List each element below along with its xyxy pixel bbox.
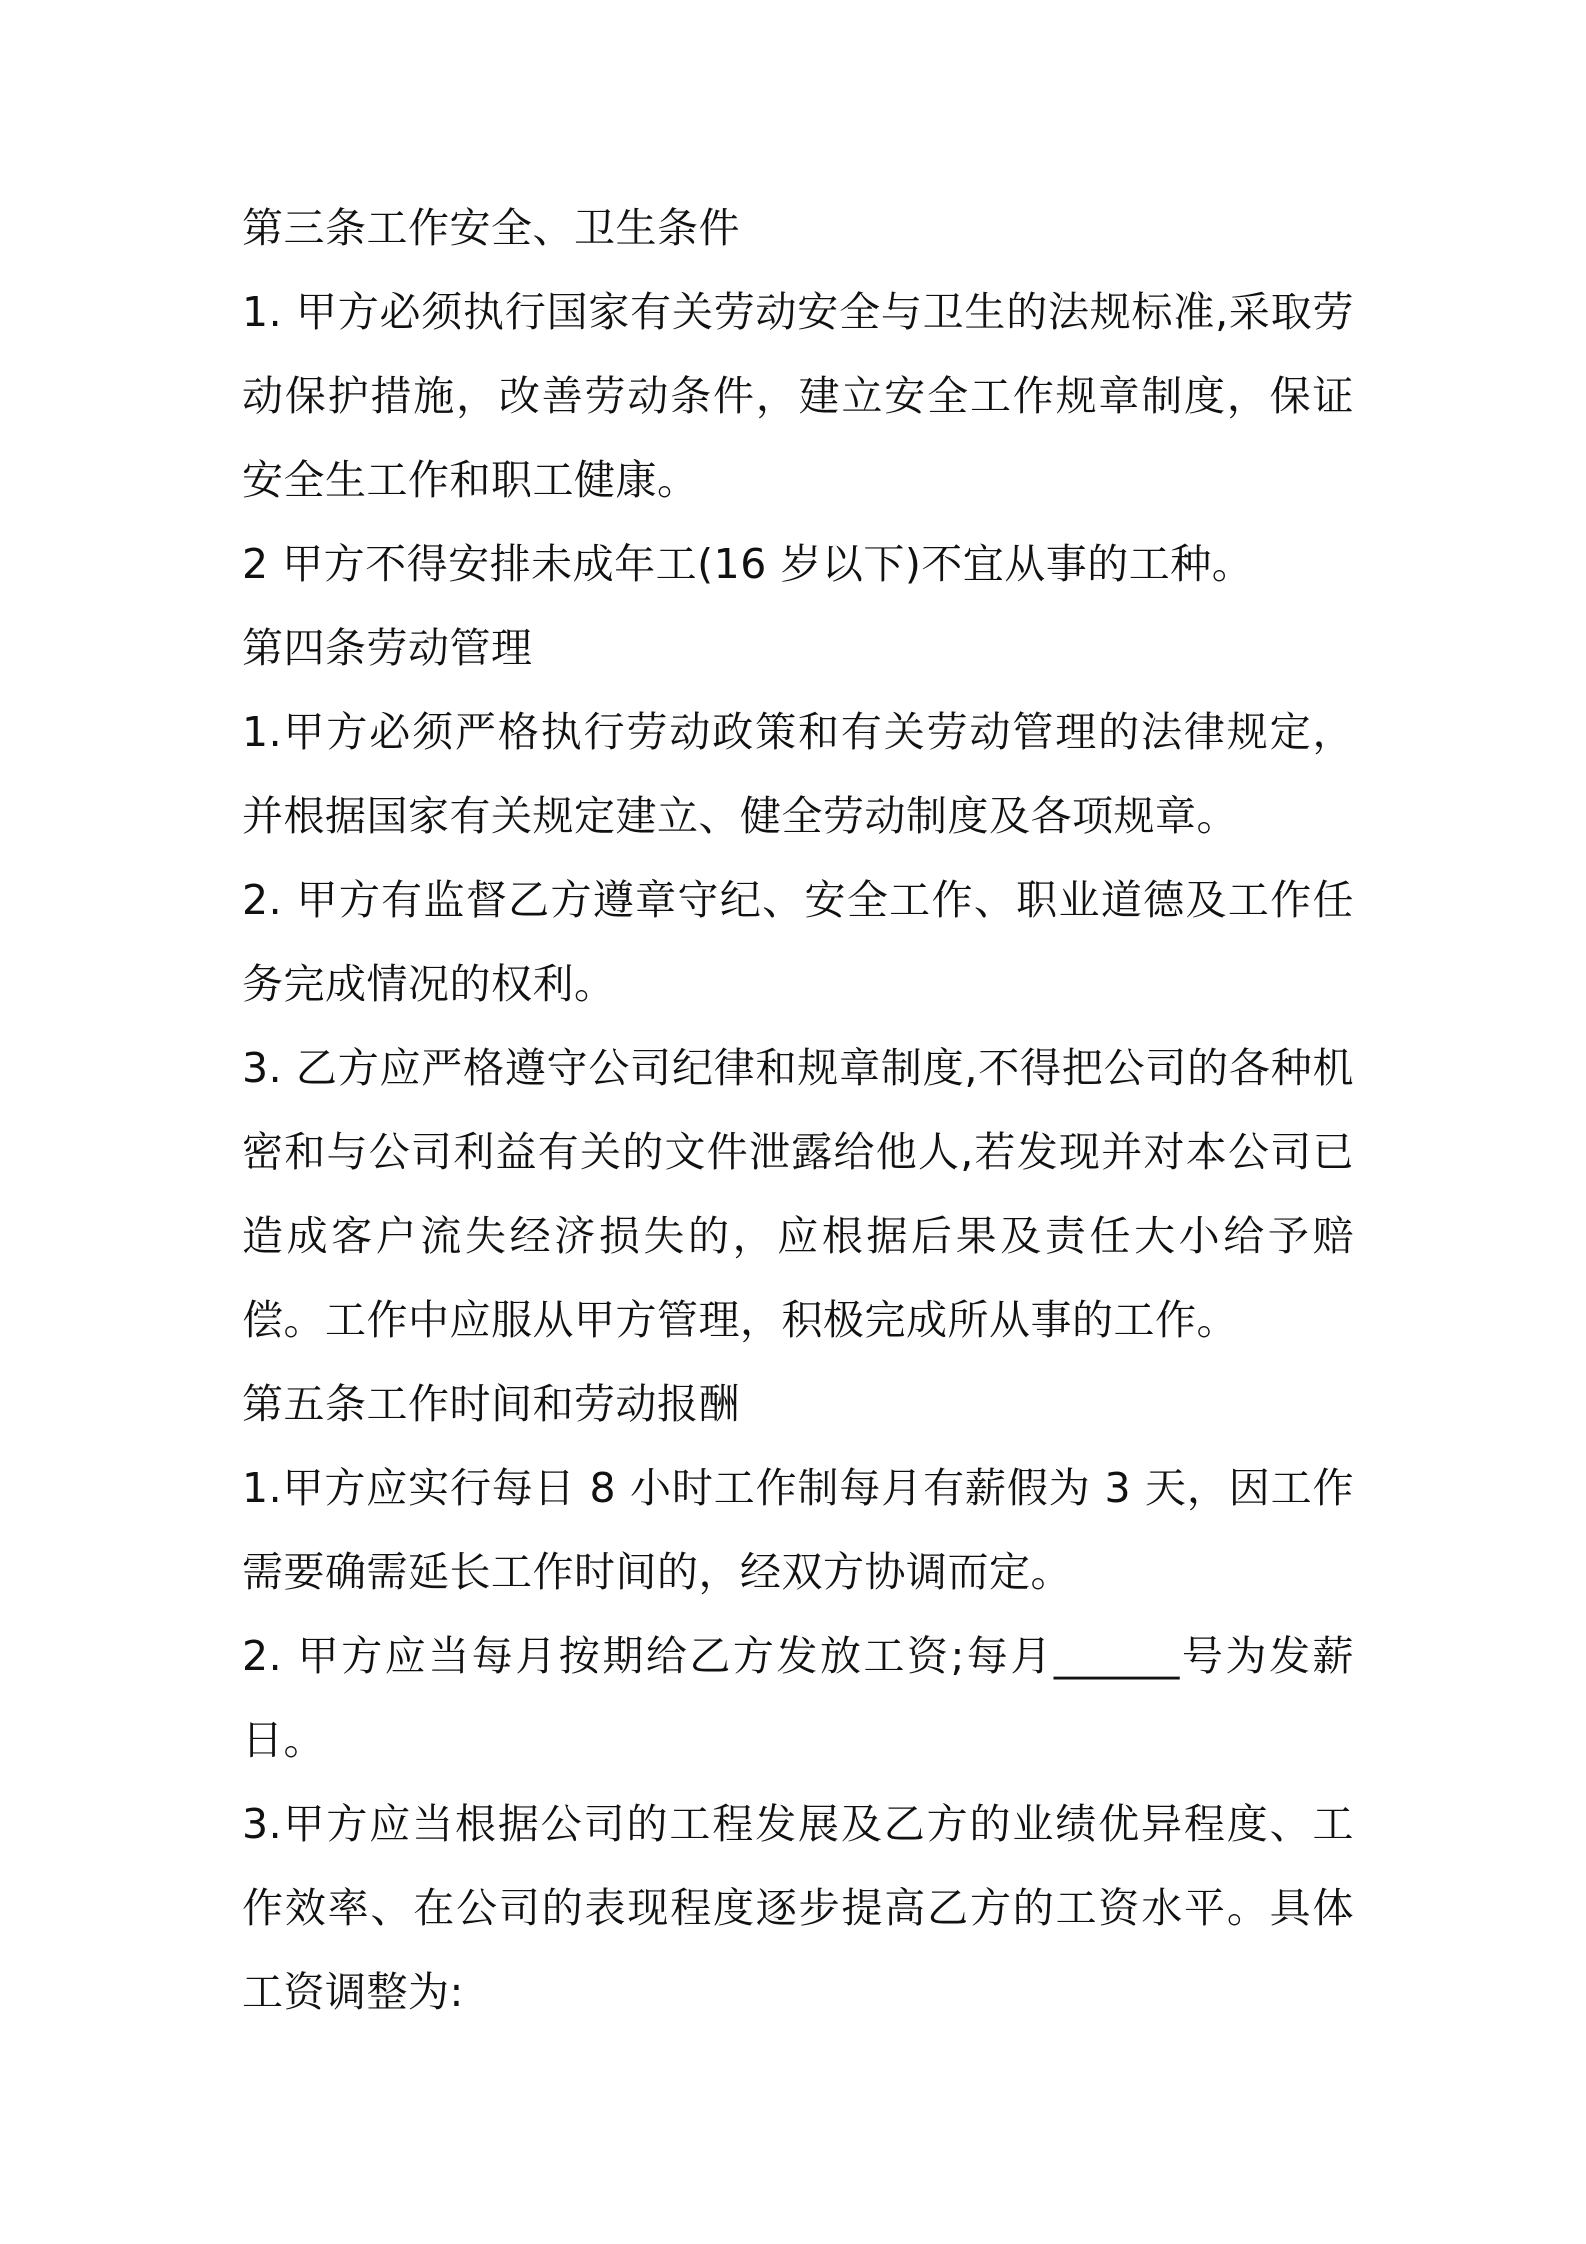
clause-5-3: 3.甲方应当根据公司的工程发展及乙方的业绩优异程度、工作效率、在公司的表现程度逐步提高乙方的工资水平。具体工资调整为: — [242, 1800, 1354, 2016]
clause-5-2: 2. 甲方应当每月按期给乙方发放工资;每月______号为发薪日。 — [242, 1632, 1354, 1764]
clause-4-2: 2. 甲方有监督乙方遵章守纪、安全工作、职业道德及工作任务完成情况的权利。 — [242, 876, 1354, 1008]
clause-3-2: 2 甲方不得安排未成年工(16 岁以下)不宜从事的工种。 — [242, 540, 1254, 588]
section-heading-3: 第三条工作安全、卫生条件 — [242, 204, 740, 252]
section-heading-5: 第五条工作时间和劳动报酬 — [242, 1380, 740, 1428]
section-heading-4: 第四条劳动管理 — [242, 624, 533, 672]
clause-4-1: 1.甲方必须严格执行劳动政策和有关劳动管理的法律规定，并根据国家有关规定建立、健全劳动制度及各项规章。 — [242, 708, 1354, 840]
document-body — [242, 186, 1354, 2034]
clause-4-3: 3. 乙方应严格遵守公司纪律和规章制度,不得把公司的各种机密和与公司利益有关的文件泄露给他人,若发现并对本公司已造成客户流失经济损失的，应根据后果及责任大小给予赔偿。工作中应服从甲方管理，积极完成所从事的工作。 — [242, 1044, 1354, 1344]
clause-3-1: 1. 甲方必须执行国家有关劳动安全与卫生的法规标准,采取劳动保护措施，改善劳动条件，建立安全工作规章制度，保证安全生工作和职工健康。 — [242, 288, 1354, 504]
clause-5-1: 1.甲方应实行每日 8 小时工作制每月有薪假为 3 天，因工作需要确需延长工作时间的，经双方协调而定。 — [242, 1464, 1354, 1596]
